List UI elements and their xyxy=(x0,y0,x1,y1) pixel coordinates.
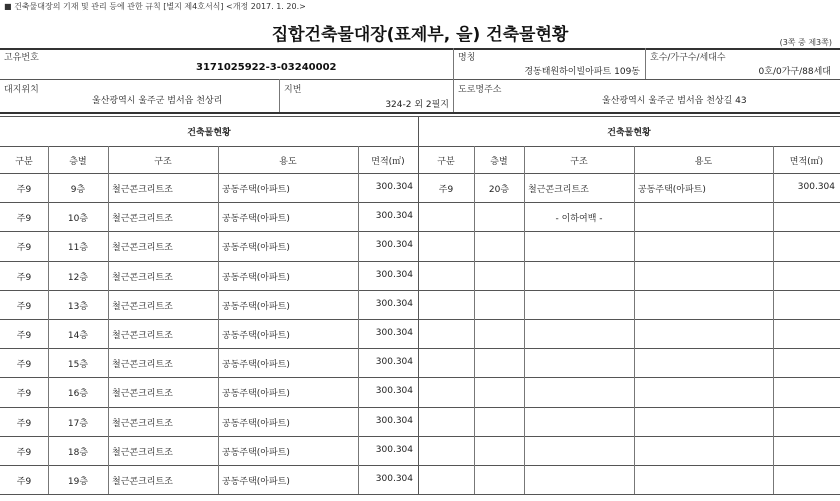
left-row-area: 300.304 xyxy=(375,415,413,426)
left-row-floor: 18층 xyxy=(67,447,89,458)
name-label: 명칭 xyxy=(458,53,476,63)
right-row-floor: 20층 xyxy=(488,185,510,195)
left-row-use: 공동주택(아파트) xyxy=(222,447,290,458)
lot-value: 324-2 외 2필지 xyxy=(385,100,449,110)
left-row-type: 주9 xyxy=(16,301,32,312)
left-row-type: 주9 xyxy=(16,272,32,283)
left-row-area: 300.304 xyxy=(375,474,413,484)
column-line xyxy=(634,146,635,494)
road-label: 도로명주소 xyxy=(458,85,502,95)
left-row-structure: 철근콘크리트조 xyxy=(112,447,173,458)
column-line xyxy=(218,146,219,494)
left-row-type: 주9 xyxy=(16,447,32,458)
column-line xyxy=(48,146,49,494)
left-row-type: 주9 xyxy=(16,214,32,225)
left-row-floor: 10층 xyxy=(67,214,89,225)
right-column-header: 구조 xyxy=(570,157,588,167)
row-line xyxy=(0,261,840,262)
left-column-header: 용도 xyxy=(279,157,297,167)
left-row-floor: 13층 xyxy=(67,301,89,312)
location-value: 울산광역시 울주군 범서읍 천상리 xyxy=(92,96,223,106)
left-row-type: 주9 xyxy=(16,185,32,195)
section-title-left: 건축물현황 xyxy=(187,128,231,138)
left-row-use: 공동주택(아파트) xyxy=(222,243,290,254)
left-row-area: 300.304 xyxy=(375,269,413,280)
column-header-line xyxy=(0,173,840,174)
left-row-type: 주9 xyxy=(16,243,32,254)
left-row-structure: 철근콘크리트조 xyxy=(112,272,173,283)
right-row-type: 주9 xyxy=(438,185,454,195)
left-row-type: 주9 xyxy=(16,360,32,371)
right-row-use: 공동주택(아파트) xyxy=(638,185,706,195)
row-line xyxy=(0,377,840,378)
right-row-area: 300.304 xyxy=(797,182,835,192)
info-bottom-border xyxy=(0,112,840,114)
left-row-floor: 16층 xyxy=(67,389,89,400)
left-row-type: 주9 xyxy=(16,418,32,429)
left-row-structure: 철근콘크리트조 xyxy=(112,185,173,195)
left-row-floor: 12층 xyxy=(67,272,89,283)
left-row-use: 공동주택(아파트) xyxy=(222,272,290,283)
left-row-floor: 17층 xyxy=(67,418,89,429)
lot-label: 지번 xyxy=(284,85,302,95)
row-line xyxy=(0,319,840,320)
column-line xyxy=(773,146,774,494)
row-line xyxy=(0,407,840,408)
info-vdivider-1 xyxy=(453,48,454,112)
column-line xyxy=(358,146,359,494)
left-row-structure: 철근콘크리트조 xyxy=(112,360,173,371)
left-row-structure: 철근콘크리트조 xyxy=(112,243,173,254)
left-row-structure: 철근콘크리트조 xyxy=(112,418,173,429)
units-label: 호수/가구수/세대수 xyxy=(650,53,726,63)
left-row-type: 주9 xyxy=(16,477,32,487)
left-row-floor: 19층 xyxy=(67,477,89,487)
unique-no-label: 고유번호 xyxy=(4,53,39,63)
left-row-floor: 14층 xyxy=(67,331,89,341)
left-row-use: 공동주택(아파트) xyxy=(222,389,290,400)
left-row-area: 300.304 xyxy=(375,211,413,222)
left-row-area: 300.304 xyxy=(375,357,413,368)
row-line xyxy=(0,465,840,466)
left-row-floor: 9층 xyxy=(70,185,86,195)
left-row-area: 300.304 xyxy=(375,298,413,309)
left-column-header: 구조 xyxy=(154,157,172,167)
info-divider xyxy=(0,79,840,80)
section-title-right: 건축물현황 xyxy=(607,128,651,138)
regulation-note: ■ 건축물대장의 기재 및 관리 등에 관한 규칙 [별지 제4호서식] <개정 2017. 1. 20.> xyxy=(4,2,306,11)
left-row-structure: 철근콘크리트조 xyxy=(112,301,173,312)
left-row-use: 공동주택(아파트) xyxy=(222,418,290,429)
left-row-use: 공동주택(아파트) xyxy=(222,360,290,371)
left-row-use: 공동주택(아파트) xyxy=(222,301,290,312)
left-column-header: 면적(㎡) xyxy=(371,157,405,167)
right-column-header: 구분 xyxy=(437,157,455,167)
left-column-header: 층별 xyxy=(69,157,87,167)
unique-no-value: 3171025922-3-03240002 xyxy=(196,62,337,73)
left-row-use: 공동주택(아파트) xyxy=(222,214,290,225)
row-line xyxy=(0,436,840,437)
left-row-area: 300.304 xyxy=(375,182,413,192)
row-line xyxy=(0,494,840,495)
info-vdivider-2 xyxy=(645,48,646,79)
blank-note: - 이하여백 - xyxy=(555,214,603,225)
left-row-type: 주9 xyxy=(16,331,32,341)
info-vdivider-3 xyxy=(279,79,280,112)
left-column-header: 구분 xyxy=(15,157,33,167)
column-line xyxy=(474,146,475,494)
left-row-use: 공동주택(아파트) xyxy=(222,185,290,195)
right-column-header: 면적(㎡) xyxy=(789,157,824,167)
row-line xyxy=(0,202,840,203)
left-row-use: 공동주택(아파트) xyxy=(222,331,290,341)
section-header-line xyxy=(0,146,840,147)
page-title: 집합건축물대장(표제부, 을) 건축물현황 xyxy=(271,25,569,45)
road-value: 울산광역시 울주군 범서읍 천상길 43 xyxy=(602,96,747,106)
left-row-type: 주9 xyxy=(16,389,32,400)
left-row-area: 300.304 xyxy=(375,386,413,397)
row-line xyxy=(0,290,840,291)
row-line xyxy=(0,348,840,349)
section-divider xyxy=(418,116,419,494)
page-indicator: (3쪽 중 제3쪽) xyxy=(779,38,832,47)
table-top-line xyxy=(0,116,840,117)
column-line xyxy=(108,146,109,494)
left-row-structure: 철근콘크리트조 xyxy=(112,331,173,341)
left-row-area: 300.304 xyxy=(375,240,413,251)
left-row-structure: 철근콘크리트조 xyxy=(112,214,173,225)
left-row-floor: 15층 xyxy=(67,360,89,371)
right-column-header: 층별 xyxy=(490,157,508,167)
name-value: 경동태원하이빌아파트 109동 xyxy=(524,67,640,77)
column-line xyxy=(524,146,525,494)
left-row-floor: 11층 xyxy=(67,243,89,254)
left-row-area: 300.304 xyxy=(375,444,413,455)
row-line xyxy=(0,231,840,232)
left-row-area: 300.304 xyxy=(375,328,413,338)
units-value: 0호/0가구/88세대 xyxy=(758,67,831,77)
left-row-use: 공동주택(아파트) xyxy=(222,477,290,487)
left-row-structure: 철근콘크리트조 xyxy=(112,477,173,487)
right-column-header: 용도 xyxy=(694,157,713,167)
location-label: 대지위치 xyxy=(4,85,39,95)
right-row-structure: 철근콘크리트조 xyxy=(528,185,589,195)
left-row-structure: 철근콘크리트조 xyxy=(112,389,173,400)
